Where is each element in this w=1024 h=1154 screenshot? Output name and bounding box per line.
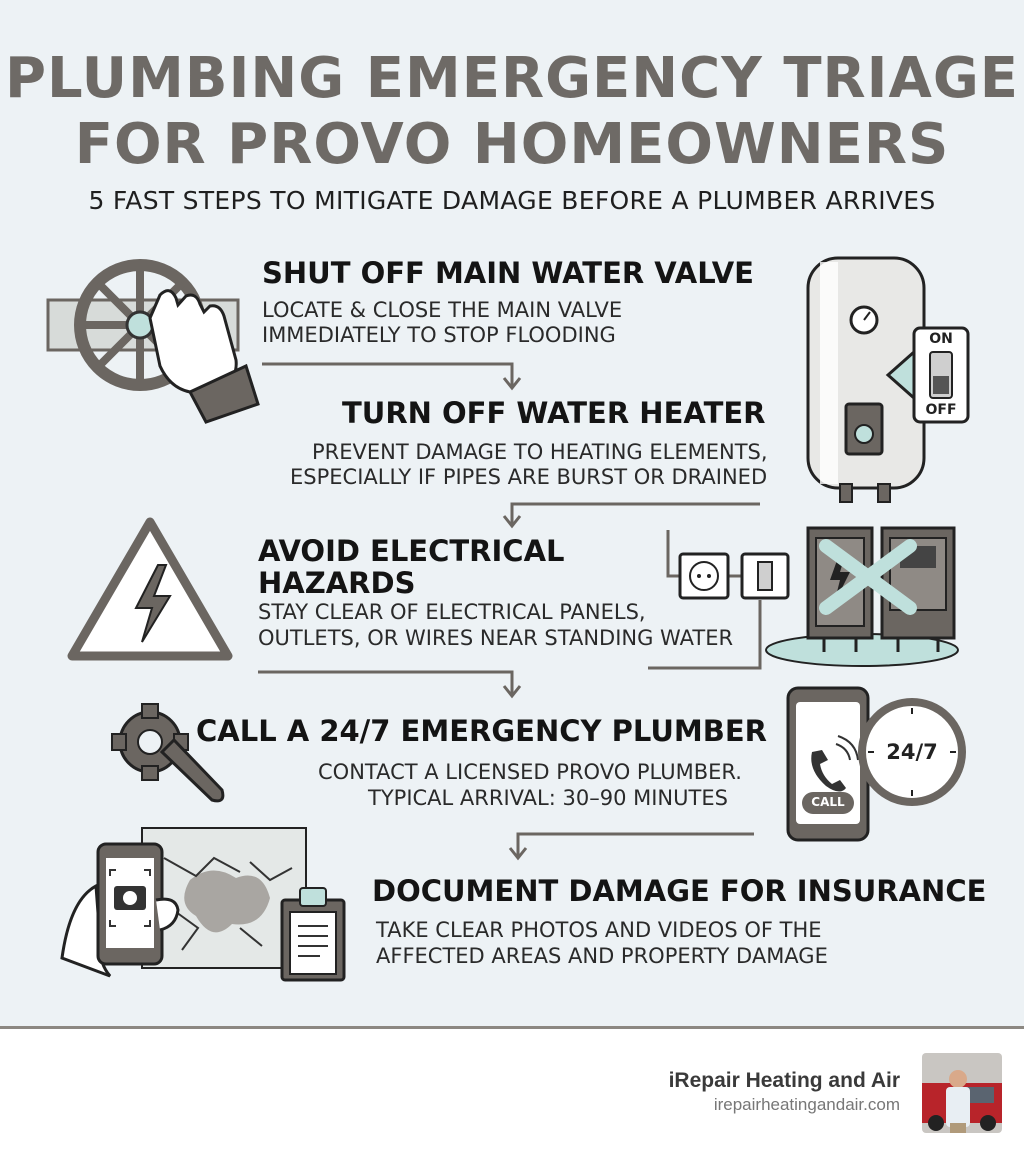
step-5-title: DOCUMENT DAMAGE FOR INSURANCE <box>372 874 987 908</box>
brand-photo <box>922 1053 1002 1133</box>
phone-clock-icon <box>788 688 962 840</box>
step-1-title: SHUT OFF MAIN WATER VALVE <box>262 256 754 290</box>
technician-van-photo-icon <box>922 1053 1002 1133</box>
step-4-title: CALL A 24/7 EMERGENCY PLUMBER <box>196 714 767 748</box>
step-3-desc-line-1: STAY CLEAR OF ELECTRICAL PANELS, <box>258 600 646 624</box>
valve-hand-icon <box>48 265 258 422</box>
step-4-desc-line-2: TYPICAL ARRIVAL: 30–90 MINUTES <box>368 786 728 810</box>
switch-off-label: OFF <box>925 402 957 418</box>
footer-bar <box>0 1026 1024 1154</box>
step-3-title-line-2: HAZARDS <box>258 566 416 600</box>
step-1-desc-line-2: IMMEDIATELY TO STOP FLOODING <box>262 323 616 347</box>
page-title-line-2: FOR PROVO HOMEOWNERS <box>74 112 950 177</box>
step-2-title: TURN OFF WATER HEATER <box>342 396 766 430</box>
clock-label: 24/7 <box>886 740 938 764</box>
brand-name: iRepair Heating and Air <box>668 1069 900 1092</box>
camera-clipboard-icon <box>62 828 344 980</box>
step-2-desc-line-2: ESPECIALLY IF PIPES ARE BURST OR DRAINED <box>290 465 768 489</box>
electrical-warning-icon <box>72 522 228 656</box>
step-4-desc-line-1: CONTACT A LICENSED PROVO PLUMBER. <box>318 760 742 784</box>
brand-url-link[interactable]: irepairheatingandair.com <box>713 1095 900 1114</box>
water-heater-icon <box>808 258 968 502</box>
page-subtitle: 5 FAST STEPS TO MITIGATE DAMAGE BEFORE A PLUMBER ARRIVES <box>88 186 936 215</box>
switch-on-label: ON <box>929 331 953 347</box>
step-5-desc-line-1: TAKE CLEAR PHOTOS AND VIDEOS OF THE <box>376 918 822 942</box>
step-3-title-line-1: AVOID ELECTRICAL <box>258 534 565 568</box>
step-5-desc-line-2: AFFECTED AREAS AND PROPERTY DAMAGE <box>376 944 828 968</box>
step-3-desc-line-2: OUTLETS, OR WIRES NEAR STANDING WATER <box>258 626 734 650</box>
step-1-desc-line-1: LOCATE & CLOSE THE MAIN VALVE <box>262 298 623 322</box>
call-label: CALL <box>811 795 845 809</box>
step-2-desc-line-1: PREVENT DAMAGE TO HEATING ELEMENTS, <box>312 440 768 464</box>
page-title-line-1: PLUMBING EMERGENCY TRIAGE <box>4 46 1020 111</box>
